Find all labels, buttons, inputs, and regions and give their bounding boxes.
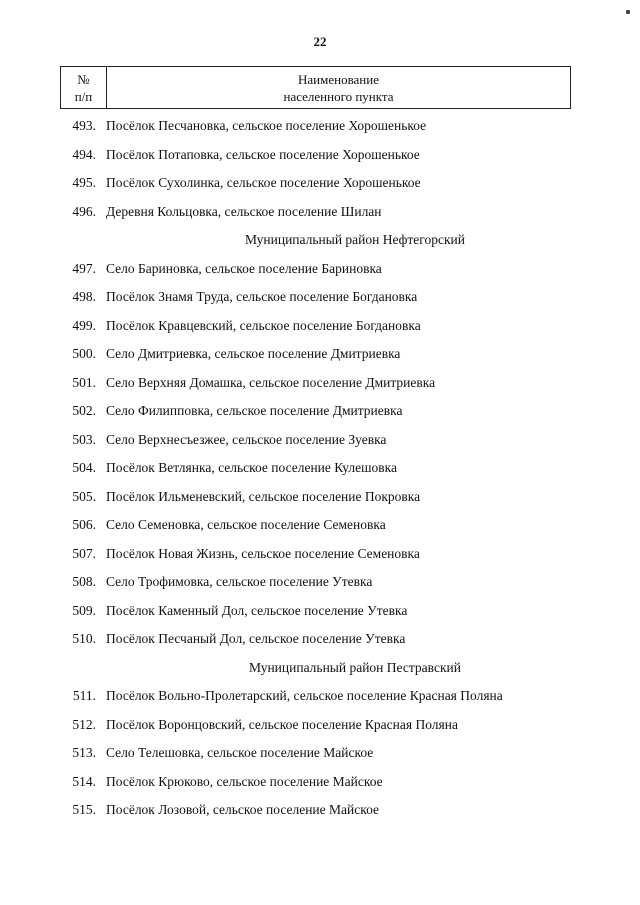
list-item [60, 597, 590, 626]
list-item [60, 112, 590, 141]
list-item-number: 508. [72, 574, 96, 590]
list-item [60, 739, 590, 768]
list-item [60, 198, 590, 227]
list-item [60, 255, 590, 284]
list-item [60, 768, 590, 797]
list-item-number: 500. [72, 346, 96, 362]
section-heading [60, 654, 590, 683]
list-item-text: Село Телешовка, сельское поселение Майское [106, 745, 374, 761]
list-item-number: 509. [72, 602, 96, 618]
list-item-number: 497. [72, 260, 96, 276]
list-item [60, 169, 590, 198]
list-item [60, 511, 590, 540]
header-name-column [107, 67, 570, 108]
list-item-number: 494. [72, 146, 96, 162]
list-item [60, 540, 590, 569]
section-heading [60, 226, 590, 255]
list-item [60, 340, 590, 369]
list-item-number: 501. [72, 374, 96, 390]
list-item-number: 506. [72, 517, 96, 533]
list-item-text: Село Верхнесъезжее, сельское поселение Зуевка [106, 431, 387, 447]
list-item [60, 369, 590, 398]
list-item-number: 515. [72, 802, 96, 818]
list-item-number: 513. [72, 745, 96, 761]
list-item [60, 483, 590, 512]
list-item-text: Посёлок Крюково, сельское поселение Майское [106, 773, 383, 789]
header-number-symbol: № [77, 71, 90, 87]
list-item-number: 511. [72, 688, 96, 704]
list-item [60, 283, 590, 312]
list-item [60, 568, 590, 597]
list-item [60, 711, 590, 740]
list-item-text: Село Бариновка, сельское поселение Бариновка [106, 260, 382, 276]
list-item-text: Посёлок Воронцовский, сельское поселение Красная Поляна [106, 716, 458, 732]
list-item-number: 505. [72, 488, 96, 504]
list-item-number: 502. [72, 403, 96, 419]
list-item-text: Посёлок Сухолинка, сельское поселение Хорошенькое [106, 175, 421, 191]
list-item-text: Село Трофимовка, сельское поселение Утевка [106, 574, 373, 590]
settlement-list [60, 112, 590, 825]
list-item [60, 426, 590, 455]
section-heading-text: Муниципальный район Нефтегорский [244, 232, 465, 248]
list-item-number: 512. [72, 716, 96, 732]
list-item-text: Посёлок Ветлянка, сельское поселение Кулешовка [106, 460, 398, 476]
header-name-line2: населенного пункта [283, 88, 394, 104]
list-item-text: Посёлок Кравцевский, сельское поселение Богдановка [106, 317, 421, 333]
list-item-number: 498. [72, 289, 96, 305]
list-item-text: Село Семеновка, сельское поселение Семеновка [106, 517, 386, 533]
list-item-number: 499. [72, 317, 96, 333]
list-item-number: 496. [72, 203, 96, 219]
list-item-number: 504. [72, 460, 96, 476]
section-heading-text: Муниципальный район Пестравский [249, 659, 461, 675]
list-item-text: Посёлок Лозовой, сельское поселение Майское [106, 802, 380, 818]
list-item [60, 397, 590, 426]
list-item [60, 796, 590, 825]
scan-mark [626, 10, 630, 14]
page-number: 22 [313, 34, 327, 49]
header-number-column [61, 67, 107, 108]
list-item [60, 682, 590, 711]
list-item-number: 507. [72, 545, 96, 561]
list-item [60, 454, 590, 483]
table-header [60, 66, 571, 109]
list-item-text: Посёлок Каменный Дол, сельское поселение Утевка [106, 602, 408, 618]
list-item-number: 493. [72, 118, 96, 134]
list-item-text: Посёлок Песчаный Дол, сельское поселение Утевка [106, 631, 406, 647]
list-item-text: Посёлок Песчановка, сельское поселение Хорошенькое [106, 118, 427, 134]
list-item-text: Село Дмитриевка, сельское поселение Дмитриевка [106, 346, 401, 362]
list-item-number: 495. [72, 175, 96, 191]
list-item-text: Посёлок Новая Жизнь, сельское поселение Семеновка [106, 545, 420, 561]
list-item-text: Посёлок Знамя Труда, сельское поселение Богдановка [106, 289, 418, 305]
list-item-text: Село Верхняя Домашка, сельское поселение Дмитриевка [106, 374, 436, 390]
header-number-abbrev: п/п [74, 88, 93, 104]
list-item-text: Деревня Кольцовка, сельское поселение Шилан [106, 203, 382, 219]
list-item-number: 514. [72, 773, 96, 789]
list-item-text: Посёлок Потаповка, сельское поселение Хорошенькое [106, 146, 420, 162]
list-item-number: 503. [72, 431, 96, 447]
list-item [60, 625, 590, 654]
list-item-text: Посёлок Ильменевский, сельское поселение Покровка [106, 488, 421, 504]
list-item-text: Село Филипповка, сельское поселение Дмитриевка [106, 403, 403, 419]
header-name-line1: Наименование [298, 71, 379, 87]
list-item [60, 312, 590, 341]
list-item-text: Посёлок Вольно-Пролетарский, сельское поселение Красная Поляна [106, 688, 503, 704]
list-item-number: 510. [72, 631, 96, 647]
list-item [60, 141, 590, 170]
